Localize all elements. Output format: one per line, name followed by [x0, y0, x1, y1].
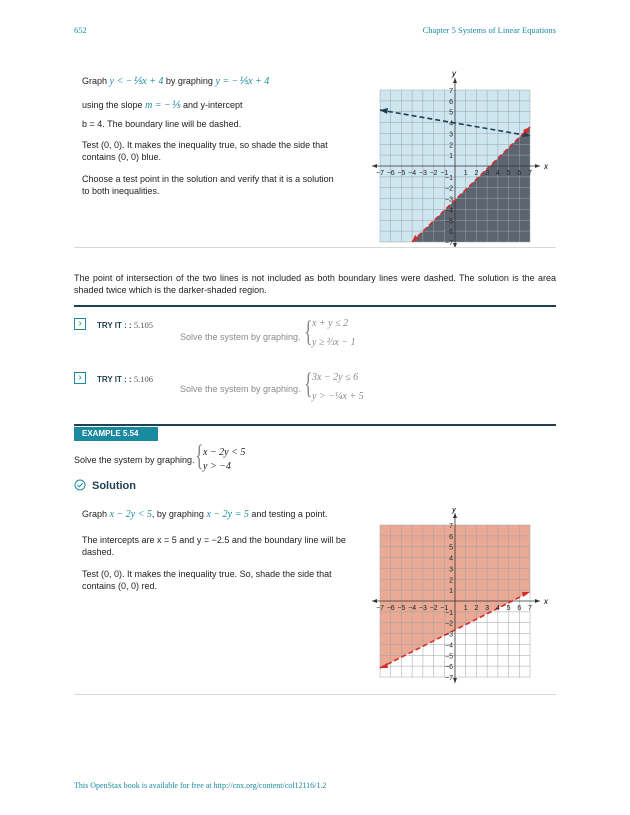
example-prompt: Solve the system by graphing. — [74, 455, 195, 465]
y-tick-label: 1 — [449, 588, 453, 596]
try-it-number: 5.105 — [133, 320, 154, 330]
y-tick-label: −1 — [445, 609, 453, 617]
x-tick-label: −2 — [429, 170, 438, 177]
x-tick-label: 6 — [517, 605, 522, 612]
try-it-1-eq2: y ≥ ⅔x − 1 — [312, 337, 356, 348]
and-testing: and testing a point. — [251, 509, 328, 519]
y-tick-label: 5 — [449, 109, 453, 117]
x-tick-label: −1 — [440, 170, 449, 177]
x-tick-label: −1 — [440, 605, 449, 612]
x-tick-label: −7 — [376, 605, 384, 612]
try-it-1-prompt: Solve the system by graphing. — [180, 332, 301, 342]
y-tick-label: 4 — [449, 120, 453, 128]
graph-word: Graph — [82, 76, 108, 86]
y-tick-label: −7 — [445, 675, 453, 682]
graph-system-1 — [368, 70, 550, 250]
step1-slope-line — [82, 100, 372, 112]
try-it-2-prompt: Solve the system by graphing. — [180, 384, 301, 394]
example-label: EXAMPLE 5.54 — [74, 427, 158, 441]
y-tick-label: −6 — [445, 229, 453, 237]
try-it-1-eq1: x + y ≤ 2 — [312, 318, 349, 329]
y-tick-label: −6 — [445, 664, 453, 672]
y-tick-label: 6 — [449, 98, 453, 106]
by-graphing: , by graphing — [151, 509, 204, 519]
y-tick-label: −5 — [445, 218, 453, 226]
boundary-equation: x − 2y = 5 — [206, 509, 249, 520]
y-tick-label: 3 — [449, 131, 453, 139]
y-tick-label: 3 — [449, 566, 453, 574]
step1-graph-line — [82, 76, 372, 88]
by-graphing: by graphing — [165, 76, 213, 86]
example-eq2: y > −4 — [203, 461, 231, 472]
chapter-title: Chapter 5 Systems of Linear Equations — [422, 25, 556, 35]
step1-choose-line: Choose a test point in the solution and verify that it is a solution to both inequalities. — [82, 174, 334, 196]
y-tick-label: −4 — [445, 642, 453, 650]
try-it-1-label — [97, 320, 153, 330]
y-tick-label: −7 — [445, 240, 453, 247]
x-axis-label: x — [544, 597, 548, 606]
x-tick-label: 7 — [528, 605, 532, 612]
x-tick-label: 3 — [485, 170, 490, 177]
y-tick-label: 1 — [449, 153, 453, 161]
boundary-equation: y = −⅕x + 4 — [215, 76, 270, 87]
step1-b-line: b = 4. The boundary line will be dashed. — [82, 119, 242, 129]
x-tick-label: 3 — [485, 605, 490, 612]
example-brace: { — [195, 439, 204, 472]
x-tick-label: 5 — [506, 605, 511, 612]
x-tick-label: −2 — [429, 605, 438, 612]
y-tick-label: 7 — [449, 88, 453, 95]
try-it-number: 5.106 — [133, 374, 154, 384]
try-it-label-text: TRY IT : : — [97, 321, 132, 330]
example-divider — [74, 424, 556, 426]
x-tick-label: −5 — [397, 170, 406, 177]
y-tick-label: −2 — [445, 620, 453, 628]
x-tick-label: 2 — [474, 170, 479, 177]
x-tick-label: −5 — [397, 605, 406, 612]
y-tick-label: −2 — [445, 185, 453, 193]
y-tick-label: 2 — [449, 142, 453, 150]
x-tick-label: 5 — [506, 170, 511, 177]
x-tick-label: 1 — [463, 605, 468, 612]
example-intercepts: The intercepts are x = 5 and y = −2.5 and the boundary line will be dashed. — [82, 535, 346, 557]
inequality: y < −⅕x + 4 — [109, 76, 164, 87]
x-tick-label: −4 — [408, 170, 417, 177]
step1-test-line: Test (0, 0). It makes the inequality true, so shade the side that contains (0, 0) blue. — [82, 140, 328, 162]
x-tick-label: 4 — [495, 170, 500, 177]
x-tick-label: 1 — [463, 170, 468, 177]
slope-value: m = −⅕ — [145, 100, 181, 111]
y-tick-label: −3 — [445, 196, 453, 204]
try-it-2-eq2: y > −¼x + 5 — [312, 391, 364, 402]
y-axis-label: y — [452, 508, 456, 514]
try-it-2-eq1: 3x − 2y ≤ 6 — [312, 372, 359, 383]
x-tick-label: −6 — [386, 605, 395, 612]
page-number: 652 — [74, 25, 87, 35]
divider — [74, 694, 556, 695]
solution-check-icon — [74, 479, 86, 491]
graph-example — [368, 508, 550, 688]
x-axis-label: x — [544, 162, 548, 171]
y-tick-label: 4 — [449, 555, 453, 563]
example-test-line: Test (0, 0). It makes the inequality true. So, shade the side that contains (0, 0) red. — [82, 569, 332, 591]
try-it-1-icon[interactable]: › — [74, 318, 86, 330]
brace-2: { — [304, 367, 313, 400]
brace-1: { — [304, 315, 313, 348]
intersection-paragraph: The point of intersection of the two lines is not included as both boundary lines were dashed. The solution is the area shaded twice which is the darker-shaded region. — [74, 273, 556, 295]
try-it-2-icon[interactable]: › — [74, 372, 86, 384]
y-tick-label: 2 — [449, 577, 453, 585]
x-tick-label: −3 — [418, 605, 427, 612]
x-tick-label: 7 — [528, 170, 532, 177]
graph-word: Graph — [82, 509, 108, 519]
x-tick-label: −3 — [418, 170, 427, 177]
x-tick-label: −6 — [386, 170, 395, 177]
try-it-label-text: TRY IT : : — [97, 375, 132, 384]
y-tick-label: 7 — [449, 523, 453, 530]
solution-title: Solution — [92, 480, 136, 492]
example-eq1: x − 2y < 5 — [203, 447, 246, 458]
divider — [74, 247, 556, 248]
footer-note: This OpenStax book is available for free at http://cnx.org/content/col12116/1.2 — [74, 781, 327, 790]
x-tick-label: −4 — [408, 605, 417, 612]
x-tick-label: 6 — [517, 170, 522, 177]
try-it-2-label — [97, 374, 153, 384]
using-slope: using the slope — [82, 100, 143, 110]
y-tick-label: 6 — [449, 533, 453, 541]
y-tick-label: −3 — [445, 631, 453, 639]
x-tick-label: −7 — [376, 170, 384, 177]
section-divider — [74, 305, 556, 307]
y-axis-label: y — [452, 70, 456, 78]
y-tick-label: −4 — [445, 207, 453, 215]
y-tick-label: 5 — [449, 544, 453, 552]
y-intercept-label: and y-intercept — [183, 100, 243, 110]
y-tick-label: −5 — [445, 653, 453, 661]
x-tick-label: 2 — [474, 605, 479, 612]
y-tick-label: −1 — [445, 174, 453, 182]
x-tick-label: 4 — [495, 605, 500, 612]
example-graph-line — [82, 509, 352, 521]
inequality: x − 2y < 5 — [109, 509, 152, 520]
